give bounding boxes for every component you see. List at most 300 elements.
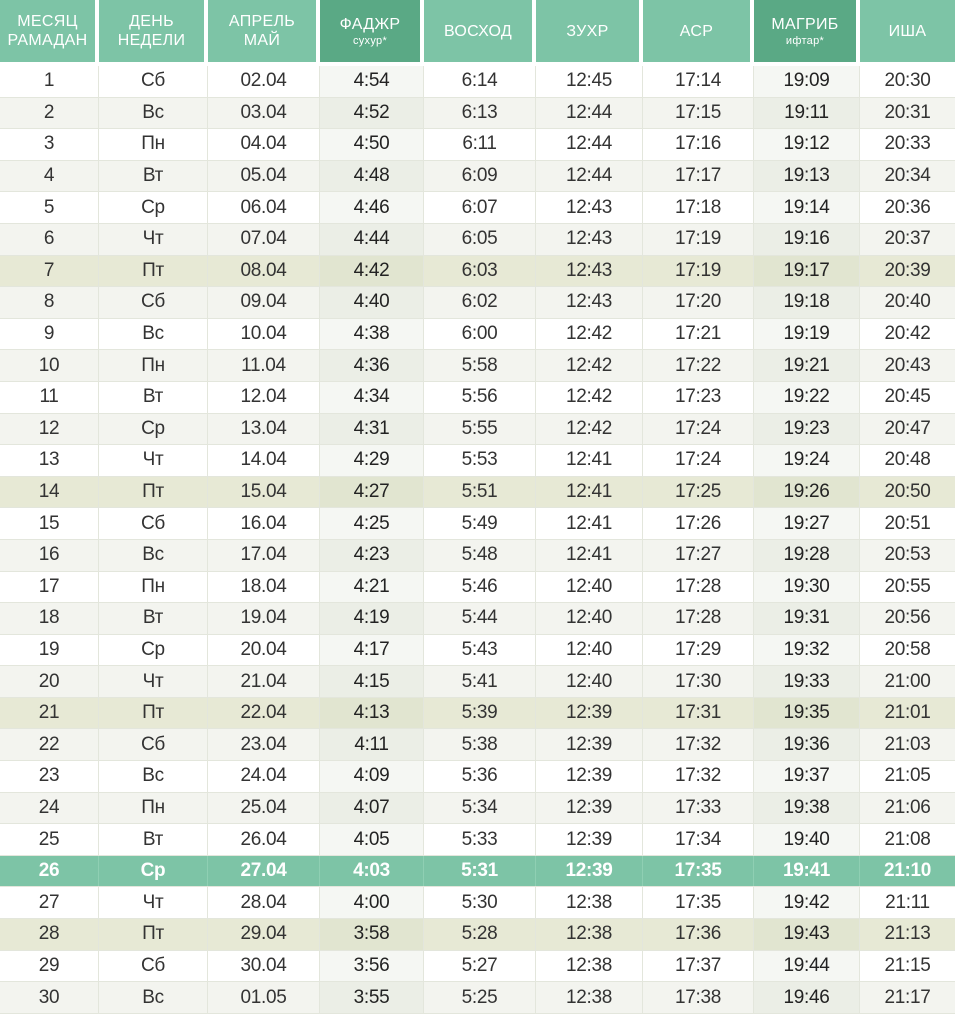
maghrib-cell: 19:27 [754,508,860,539]
sunrise-cell: 5:39 [424,698,536,729]
maghrib-cell: 19:09 [754,66,860,97]
isha-cell: 20:33 [884,133,931,155]
isha-cell: 21:00 [884,670,931,692]
weekday-cell: Ср [99,856,208,887]
isha-cell: 20:40 [884,291,931,313]
ramadan-day-cell: 9 [0,319,99,350]
dhuhr-cell: 12:44 [536,98,643,129]
weekday-cell: Вт [99,603,208,634]
weekday-cell: Пт [99,919,208,950]
dhuhr-cell: 12:45 [536,66,643,97]
asr-cell: 17:23 [643,382,754,413]
weekday-cell: Вс [99,761,208,792]
sunrise-cell: 5:43 [424,635,536,666]
table-body [0,66,955,1014]
header-label: ЗУХР [566,22,609,40]
isha-cell: 21:17 [884,986,931,1008]
dhuhr-cell: 12:43 [536,287,643,318]
fajr-cell: 4:40 [320,287,424,318]
ramadan-day-cell: 25 [0,824,99,855]
isha-cell: 20:47 [884,417,931,439]
asr-cell: 17:37 [643,951,754,982]
dhuhr-cell: 12:38 [536,982,643,1013]
header-fajr [320,0,420,62]
asr-cell: 17:35 [643,856,754,887]
date-cell: 12.04 [208,382,320,413]
fajr-cell: 3:58 [320,919,424,950]
isha-cell: 21:01 [884,702,931,724]
weekday-cell: Пн [99,129,208,160]
fajr-cell: 4:00 [320,887,424,918]
sunrise-cell: 5:41 [424,666,536,697]
ramadan-day-cell: 7 [0,256,99,287]
ramadan-day-cell: 2 [0,98,99,129]
ramadan-day-cell: 20 [0,666,99,697]
table-row [0,287,955,319]
ramadan-day-cell: 27 [0,887,99,918]
weekday-cell: Чт [99,666,208,697]
weekday-cell: Пн [99,793,208,824]
header-asr [643,0,750,62]
ramadan-day-cell: 12 [0,414,99,445]
ramadan-day-cell: 11 [0,382,99,413]
header-label: РАМАДАН [7,32,88,49]
isha-cell: 20:39 [884,259,931,281]
sunrise-cell: 6:02 [424,287,536,318]
asr-cell: 17:27 [643,540,754,571]
isha-cell: 20:56 [884,607,931,629]
asr-cell: 17:28 [643,572,754,603]
fajr-cell: 4:29 [320,445,424,476]
fajr-cell: 4:23 [320,540,424,571]
isha-cell: 20:51 [884,512,931,534]
maghrib-cell: 19:37 [754,761,860,792]
fajr-cell: 4:11 [320,729,424,760]
weekday-cell: Вс [99,319,208,350]
asr-cell: 17:29 [643,635,754,666]
isha-cell: 20:53 [884,544,931,566]
date-cell: 18.04 [208,572,320,603]
table-row [0,224,955,256]
table-header [0,0,955,62]
asr-cell: 17:17 [643,161,754,192]
header-isha [860,0,955,62]
isha-cell: 20:45 [884,386,931,408]
fajr-cell: 4:27 [320,477,424,508]
table-row [0,698,955,730]
ramadan-day-cell: 13 [0,445,99,476]
table-row [0,256,955,288]
date-cell: 08.04 [208,256,320,287]
asr-cell: 17:21 [643,319,754,350]
maghrib-cell: 19:31 [754,603,860,634]
sunrise-cell: 6:03 [424,256,536,287]
weekday-cell: Вт [99,161,208,192]
asr-cell: 17:38 [643,982,754,1013]
table-row [0,824,955,856]
ramadan-day-cell: 23 [0,761,99,792]
asr-cell: 17:28 [643,603,754,634]
isha-cell: 20:31 [884,101,931,123]
weekday-cell: Вт [99,824,208,855]
sunrise-cell: 6:13 [424,98,536,129]
table-row [0,382,955,414]
maghrib-cell: 19:16 [754,224,860,255]
weekday-cell: Ср [99,192,208,223]
dhuhr-cell: 12:39 [536,824,643,855]
weekday-cell: Вс [99,540,208,571]
sunrise-cell: 5:38 [424,729,536,760]
asr-cell: 17:31 [643,698,754,729]
isha-cell: 20:42 [884,323,931,345]
sunrise-cell: 5:27 [424,951,536,982]
maghrib-cell: 19:17 [754,256,860,287]
asr-cell: 17:36 [643,919,754,950]
ramadan-day-cell: 21 [0,698,99,729]
header-label: АПРЕЛЬ [228,13,296,30]
asr-cell: 17:16 [643,129,754,160]
isha-cell: 21:11 [885,891,930,913]
maghrib-cell: 19:38 [754,793,860,824]
header-ramadan-day [0,0,95,62]
dhuhr-cell: 12:42 [536,382,643,413]
maghrib-cell: 19:11 [754,98,860,129]
ramadan-day-cell: 19 [0,635,99,666]
table-row [0,319,955,351]
fajr-cell: 4:46 [320,192,424,223]
dhuhr-cell: 12:38 [536,887,643,918]
weekday-cell: Пт [99,477,208,508]
ramadan-day-cell: 14 [0,477,99,508]
date-cell: 17.04 [208,540,320,571]
date-cell: 15.04 [208,477,320,508]
fajr-cell: 4:44 [320,224,424,255]
sunrise-cell: 6:00 [424,319,536,350]
asr-cell: 17:35 [643,887,754,918]
fajr-cell: 4:36 [320,350,424,381]
table-row [0,540,955,572]
header-dhuhr [536,0,639,62]
dhuhr-cell: 12:38 [536,919,643,950]
dhuhr-cell: 12:43 [536,224,643,255]
date-cell: 13.04 [208,414,320,445]
sunrise-cell: 5:34 [424,793,536,824]
asr-cell: 17:19 [643,224,754,255]
fajr-cell: 4:54 [320,66,424,97]
weekday-cell: Вс [99,98,208,129]
header-label: ФАДЖР [339,15,401,33]
isha-cell: 20:48 [884,449,931,471]
dhuhr-cell: 12:41 [536,477,643,508]
maghrib-cell: 19:22 [754,382,860,413]
ramadan-day-cell: 4 [0,161,99,192]
header-label: МЕСЯЦ [17,13,78,30]
sunrise-cell: 6:09 [424,161,536,192]
weekday-cell: Сб [99,508,208,539]
date-cell: 28.04 [208,887,320,918]
header-sunrise [424,0,532,62]
date-cell: 30.04 [208,951,320,982]
table-row [0,982,955,1014]
sunrise-cell: 5:56 [424,382,536,413]
asr-cell: 17:26 [643,508,754,539]
table-row [0,729,955,761]
date-cell: 25.04 [208,793,320,824]
dhuhr-cell: 12:41 [536,508,643,539]
sunrise-cell: 5:33 [424,824,536,855]
maghrib-cell: 19:21 [754,350,860,381]
dhuhr-cell: 12:42 [536,319,643,350]
asr-cell: 17:15 [643,98,754,129]
date-cell: 19.04 [208,603,320,634]
maghrib-cell: 19:44 [754,951,860,982]
maghrib-cell: 19:26 [754,477,860,508]
isha-cell: 20:50 [884,481,931,503]
ramadan-day-cell: 30 [0,982,99,1013]
ramadan-day-cell: 24 [0,793,99,824]
fajr-cell: 4:15 [320,666,424,697]
table-row [0,508,955,540]
table-row [0,666,955,698]
date-cell: 29.04 [208,919,320,950]
table-row [0,350,955,382]
date-cell: 14.04 [208,445,320,476]
fajr-cell: 4:19 [320,603,424,634]
fajr-cell: 4:50 [320,129,424,160]
isha-cell: 21:05 [884,765,931,787]
maghrib-cell: 19:32 [754,635,860,666]
weekday-cell: Пн [99,350,208,381]
header-label: ДЕНЬ [129,13,174,30]
dhuhr-cell: 12:39 [536,856,643,887]
weekday-cell: Вт [99,382,208,413]
table-row [0,887,955,919]
maghrib-cell: 19:19 [754,319,860,350]
isha-cell: 20:43 [884,354,931,376]
isha-cell: 20:36 [884,196,931,218]
asr-cell: 17:18 [643,192,754,223]
header-maghrib [754,0,856,62]
isha-cell: 21:13 [884,923,931,945]
date-cell: 06.04 [208,192,320,223]
dhuhr-cell: 12:39 [536,698,643,729]
asr-cell: 17:25 [643,477,754,508]
date-cell: 26.04 [208,824,320,855]
ramadan-day-cell: 10 [0,350,99,381]
sunrise-cell: 6:14 [424,66,536,97]
weekday-cell: Чт [99,224,208,255]
dhuhr-cell: 12:42 [536,414,643,445]
fajr-cell: 4:38 [320,319,424,350]
table-row [0,603,955,635]
sunrise-cell: 6:05 [424,224,536,255]
maghrib-cell: 19:43 [754,919,860,950]
asr-cell: 17:24 [643,445,754,476]
header-sublabel: сухур* [352,34,388,47]
sunrise-cell: 5:58 [424,350,536,381]
isha-cell: 21:15 [884,954,931,976]
sunrise-cell: 5:31 [424,856,536,887]
table-row [0,98,955,130]
maghrib-cell: 19:40 [754,824,860,855]
fajr-cell: 4:25 [320,508,424,539]
table-row [0,445,955,477]
table-row [0,919,955,951]
maghrib-cell: 19:28 [754,540,860,571]
table-row [0,414,955,446]
date-cell: 02.04 [208,66,320,97]
weekday-cell: Сб [99,729,208,760]
fajr-cell: 4:42 [320,256,424,287]
sunrise-cell: 5:44 [424,603,536,634]
ramadan-day-cell: 26 [0,856,99,887]
weekday-cell: Пн [99,572,208,603]
header-label: МАЙ [243,32,281,49]
asr-cell: 17:19 [643,256,754,287]
isha-cell: 20:34 [884,165,931,187]
dhuhr-cell: 12:39 [536,761,643,792]
table-row [0,161,955,193]
fajr-cell: 3:56 [320,951,424,982]
table-row [0,635,955,667]
maghrib-cell: 19:14 [754,192,860,223]
table-row [0,129,955,161]
date-cell: 21.04 [208,666,320,697]
dhuhr-cell: 12:44 [536,129,643,160]
dhuhr-cell: 12:40 [536,635,643,666]
ramadan-day-cell: 15 [0,508,99,539]
header-sublabel: ифтар* [785,34,825,47]
table-row [0,951,955,983]
ramadan-day-cell: 8 [0,287,99,318]
date-cell: 22.04 [208,698,320,729]
ramadan-day-cell: 16 [0,540,99,571]
weekday-cell: Пт [99,698,208,729]
table-row [0,192,955,224]
isha-cell: 21:06 [884,796,931,818]
maghrib-cell: 19:36 [754,729,860,760]
dhuhr-cell: 12:39 [536,793,643,824]
sunrise-cell: 5:46 [424,572,536,603]
isha-cell: 20:55 [884,575,931,597]
sunrise-cell: 5:55 [424,414,536,445]
sunrise-cell: 5:25 [424,982,536,1013]
date-cell: 20.04 [208,635,320,666]
date-cell: 27.04 [208,856,320,887]
maghrib-cell: 19:42 [754,887,860,918]
weekday-cell: Ср [99,635,208,666]
maghrib-cell: 19:13 [754,161,860,192]
table-row [0,477,955,509]
date-cell: 24.04 [208,761,320,792]
maghrib-cell: 19:46 [754,982,860,1013]
isha-cell: 20:58 [884,638,931,660]
ramadan-day-cell: 3 [0,129,99,160]
date-cell: 01.05 [208,982,320,1013]
header-label: ВОСХОД [443,22,513,40]
ramadan-day-cell: 17 [0,572,99,603]
sunrise-cell: 6:07 [424,192,536,223]
dhuhr-cell: 12:41 [536,445,643,476]
date-cell: 09.04 [208,287,320,318]
table-row [0,856,955,888]
fajr-cell: 4:07 [320,793,424,824]
asr-cell: 17:34 [643,824,754,855]
header-label: ИША [888,22,927,40]
weekday-cell: Чт [99,445,208,476]
maghrib-cell: 19:41 [754,856,860,887]
sunrise-cell: 5:30 [424,887,536,918]
sunrise-cell: 5:28 [424,919,536,950]
asr-cell: 17:22 [643,350,754,381]
header-date [208,0,316,62]
isha-cell: 21:10 [883,860,932,882]
table-row [0,66,955,98]
maghrib-cell: 19:24 [754,445,860,476]
maghrib-cell: 19:18 [754,287,860,318]
ramadan-day-cell: 6 [0,224,99,255]
sunrise-cell: 5:48 [424,540,536,571]
table-row [0,572,955,604]
ramadan-day-cell: 5 [0,192,99,223]
date-cell: 11.04 [208,350,320,381]
sunrise-cell: 5:53 [424,445,536,476]
dhuhr-cell: 12:40 [536,603,643,634]
asr-cell: 17:32 [643,761,754,792]
fajr-cell: 4:09 [320,761,424,792]
asr-cell: 17:20 [643,287,754,318]
maghrib-cell: 19:35 [754,698,860,729]
maghrib-cell: 19:12 [754,129,860,160]
ramadan-day-cell: 29 [0,951,99,982]
ramadan-day-cell: 18 [0,603,99,634]
asr-cell: 17:24 [643,414,754,445]
fajr-cell: 4:13 [320,698,424,729]
maghrib-cell: 19:33 [754,666,860,697]
dhuhr-cell: 12:44 [536,161,643,192]
dhuhr-cell: 12:39 [536,729,643,760]
asr-cell: 17:14 [643,66,754,97]
asr-cell: 17:33 [643,793,754,824]
maghrib-cell: 19:23 [754,414,860,445]
date-cell: 07.04 [208,224,320,255]
weekday-cell: Вс [99,982,208,1013]
weekday-cell: Чт [99,887,208,918]
isha-cell: 20:37 [884,228,931,250]
dhuhr-cell: 12:41 [536,540,643,571]
weekday-cell: Сб [99,66,208,97]
isha-cell: 20:30 [884,70,931,92]
date-cell: 10.04 [208,319,320,350]
isha-cell: 21:08 [884,828,931,850]
dhuhr-cell: 12:43 [536,256,643,287]
weekday-cell: Сб [99,951,208,982]
fajr-cell: 4:34 [320,382,424,413]
fajr-cell: 4:21 [320,572,424,603]
dhuhr-cell: 12:40 [536,572,643,603]
header-label: АСР [679,22,714,40]
ramadan-day-cell: 1 [0,66,99,97]
sunrise-cell: 5:51 [424,477,536,508]
isha-cell: 21:03 [884,733,931,755]
date-cell: 04.04 [208,129,320,160]
date-cell: 23.04 [208,729,320,760]
weekday-cell: Пт [99,256,208,287]
header-weekday [99,0,204,62]
dhuhr-cell: 12:40 [536,666,643,697]
weekday-cell: Ср [99,414,208,445]
fajr-cell: 4:05 [320,824,424,855]
